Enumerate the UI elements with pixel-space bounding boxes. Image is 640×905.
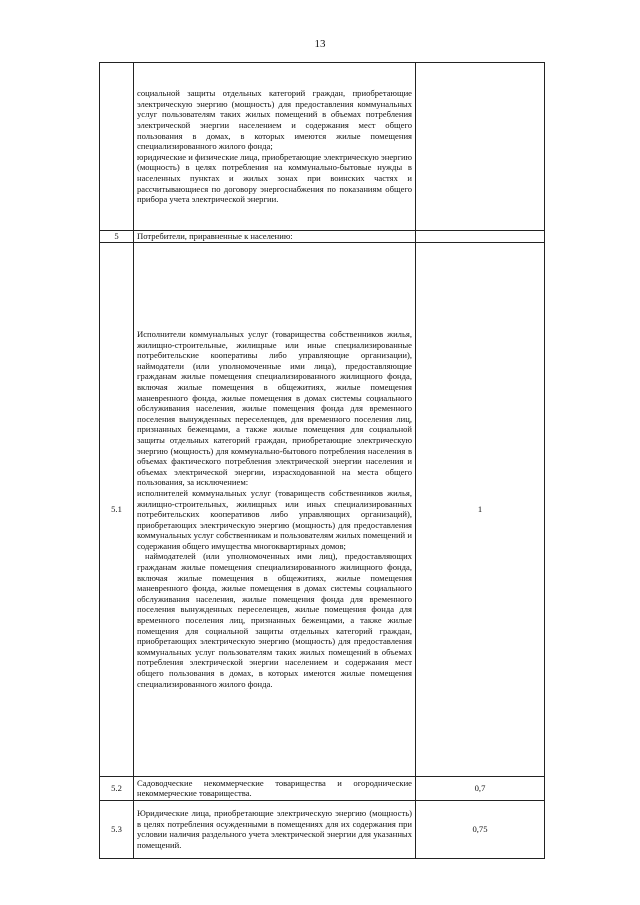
row-value bbox=[416, 63, 545, 231]
row-description bbox=[134, 63, 416, 231]
tariff-table bbox=[99, 62, 545, 859]
table-row bbox=[100, 63, 545, 231]
row-number: 5.2 bbox=[100, 776, 134, 800]
paragraph: Садоводческие некоммерческие товарищества и огороднические некоммерческие товарищества. bbox=[137, 777, 412, 799]
paragraph: исполнителей коммунальных услуг (товариществ собственников жилья, жилищно-строительных, жилищных или иных специализированных потребительских кооперативов либо управляющих организаций), приобретающих электрическую энергию (мощность) для предоставления коммунальных услуг собственникам и пользователям жилых помещений и содержания общего имущества многоквартирных домов; bbox=[137, 487, 412, 551]
paragraph: социальной защиты отдельных категорий граждан, приобретающие электрическую энергию (мощность) для предоставления коммунальных услуг пользователям таких жилых помещений в объемах потребления электрической энергии населением и содержания мест общего пользования в домах, в которых имеются жилые помещения специализированного жилого фонда; bbox=[137, 88, 412, 152]
row-description bbox=[134, 776, 416, 800]
row-number: 5 bbox=[100, 231, 134, 243]
row-value: 1 bbox=[416, 242, 545, 776]
row-description bbox=[134, 231, 416, 243]
row-number: 5.1 bbox=[100, 242, 134, 776]
table-row bbox=[100, 242, 545, 776]
row-value: 0,75 bbox=[416, 800, 545, 858]
row-value bbox=[416, 231, 545, 243]
row-description bbox=[134, 242, 416, 776]
table-row bbox=[100, 776, 545, 800]
paragraph: Исполнители коммунальных услуг (товарищества собственников жилья, жилищно-строительные, жилищные или иные специализированные потребительские кооперативы либо управляющие организации), наймодатели (или уполномоченные ими лица), предоставляющие гражданам жилые помещения специализированного жилищного фонда, включая жилые помещения в общежитиях, жилые помещения маневренного фонда, жилые помещения в домах системы социального обслуживания населения, жилые помещения фонда для временного поселения вынужденных переселенцев, для временного поселения лиц, признанных беженцами, а также жилые помещения для социальной защиты отдельных категорий граждан, приобретающие электрическую энергию (мощность) для коммунально-бытового потребления населения в объемах фактического потребления электрической энергии населения и объемах электрической энергии, израсходованной на места общего пользования, за исключением: bbox=[137, 329, 412, 488]
row-description bbox=[134, 800, 416, 858]
table-row bbox=[100, 800, 545, 858]
row-number bbox=[100, 63, 134, 231]
table-row bbox=[100, 231, 545, 243]
row-value: 0,7 bbox=[416, 776, 545, 800]
page-number: 13 bbox=[314, 38, 326, 50]
paragraph: Юридические лица, приобретающие электрическую энергию (мощность) в целях потребления осужденными в помещениях для их содержания при условии наличия раздельного учета электрической энергии для указанных помещений. bbox=[137, 807, 412, 850]
row-number: 5.3 bbox=[100, 800, 134, 858]
paragraph: наймодателей (или уполномоченных ими лиц), предоставляющих гражданам жилые помещения специализированного жилищного фонда, включая жилые помещения в общежитиях, жилые помещения маневренного фонда, жилые помещения в домах системы социального обслуживания населения, жилые помещения фонда для временного поселения вынужденных переселенцев, жилые помещения фонда для временного поселения лиц, признанных беженцами, а также жилые помещения для социальной защиты отдельных категорий граждан, приобретающих электрическую энергию (мощность) для предоставления коммунальных услуг пользователям таких жилых помещений в объемах потребления электрической энергии населением и содержания мест общего пользования в домах, в которых имеются жилые помещения специализированного жилого фонда. bbox=[137, 551, 412, 689]
paragraph: Потребители, приравненные к населению: bbox=[137, 231, 293, 241]
paragraph: юридические и физические лица, приобретающие электрическую энергию (мощность) в целях потребления на коммунально-бытовые нужды в населенных пунктах и жилых зонах при воинских частях и рассчитывающиеся по договору энергоснабжения по показаниям общего прибора учета электрической энергии. bbox=[137, 151, 412, 205]
